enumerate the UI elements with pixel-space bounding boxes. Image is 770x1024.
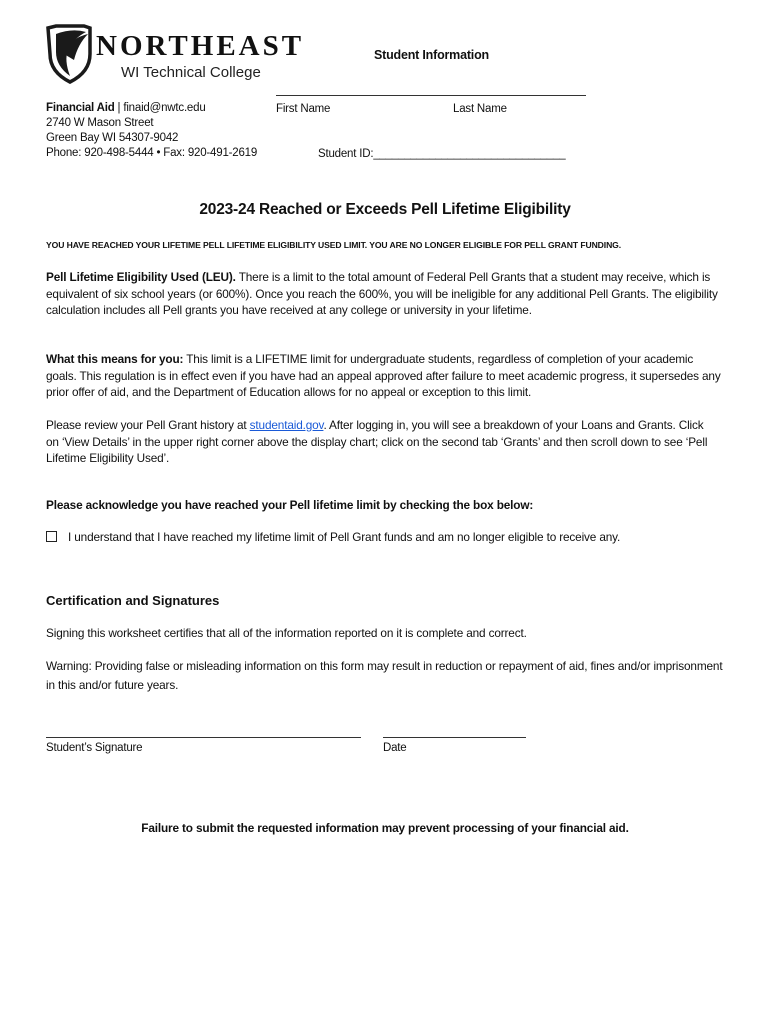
review-paragraph [46, 417, 718, 467]
means-heading: What this means for you: [46, 352, 184, 366]
student-info-title: Student Information [374, 48, 489, 62]
address-line-1: 2740 W Mason Street [46, 117, 154, 129]
leu-text: There is a limit to the total amount of Federal Pell Grants that a student may receive, which is equivalent of six school years (or 600%). Once you reach the 600%, you will be ineligible for any additional Pell Grants. The eligibility calculation includes all Pell grants you have received at any college or university in your lifetime. [46, 270, 718, 317]
certification-heading: Certification and Signatures [46, 593, 220, 608]
office-line [46, 101, 206, 116]
date-label: Date [383, 742, 407, 754]
student-id-field[interactable]: Student ID:_______________________________ [318, 148, 566, 160]
certification-statement: Signing this worksheet certifies that all of the information reported on it is complete and correct. [46, 626, 527, 640]
acknowledge-checkbox[interactable] [46, 531, 57, 542]
means-text: This limit is a LIFETIME limit for undergraduate students, regardless of completion of your academic goals. This regulation is in effect even if you have had an appeal approved after failure to meet academic progress, it supersedes any prior offer of aid, and the Department of Education allows for no appeal or exception to this limit. [46, 352, 721, 399]
studentaid-link[interactable]: studentaid.gov [249, 418, 324, 432]
office-email: | finaid@nwtc.edu [117, 102, 206, 114]
name-field-line[interactable] [276, 95, 586, 96]
signature-label: Student’s Signature [46, 742, 143, 754]
phone-fax: Phone: 920-498-5444 • Fax: 920-491-2619 [46, 147, 258, 159]
leu-heading: Pell Lifetime Eligibility Used (LEU). [46, 270, 236, 284]
address-line-2: Green Bay WI 54307-9042 [46, 132, 179, 144]
logo-name: NORTHEAST [96, 30, 305, 62]
certification-warning: Warning: Providing false or misleading information on this form may result in reduction or repayment of aid, fines and/or imprisonment in this and/or future years. [46, 659, 723, 692]
review-text-after: . After logging in, you will see a breakdown of your Loans and Grants. Click on ‘View Details’ in the upper right corner above the display chart; click on the second tab ‘Grants’ and then scroll down to see ‘Pell Lifetime Eligibility Used’. [46, 418, 708, 465]
leu-paragraph [46, 269, 718, 319]
form-title: 2023-24 Reached or Exceeds Pell Lifetime Eligibility [199, 201, 571, 218]
checkbox-label: I understand that I have reached my lifetime limit of Pell Grant funds and am no longer eligible to receive any. [68, 530, 621, 544]
means-paragraph [46, 351, 722, 401]
signature-line[interactable] [46, 737, 361, 738]
date-line[interactable] [383, 737, 526, 738]
college-logo-icon [46, 24, 96, 84]
college-logo [46, 24, 305, 86]
last-name-label: Last Name [453, 103, 507, 115]
first-name-label: First Name [276, 103, 331, 115]
acknowledge-heading: Please acknowledge you have reached your Pell lifetime limit by checking the box below: [46, 498, 534, 512]
footer-notice: Failure to submit the requested information may prevent processing of your financial aid. [141, 821, 629, 835]
form-subtitle: YOU HAVE REACHED YOUR LIFETIME PELL LIFETIME ELIGIBILITY USED LIMIT. YOU ARE NO LONGER ELIGIBLE FOR PELL GRANT FUNDING. [46, 240, 622, 250]
office-label: Financial Aid [46, 102, 115, 114]
logo-subtitle: WI Technical College [121, 64, 261, 81]
review-text-before: Please review your Pell Grant history at [46, 418, 250, 432]
